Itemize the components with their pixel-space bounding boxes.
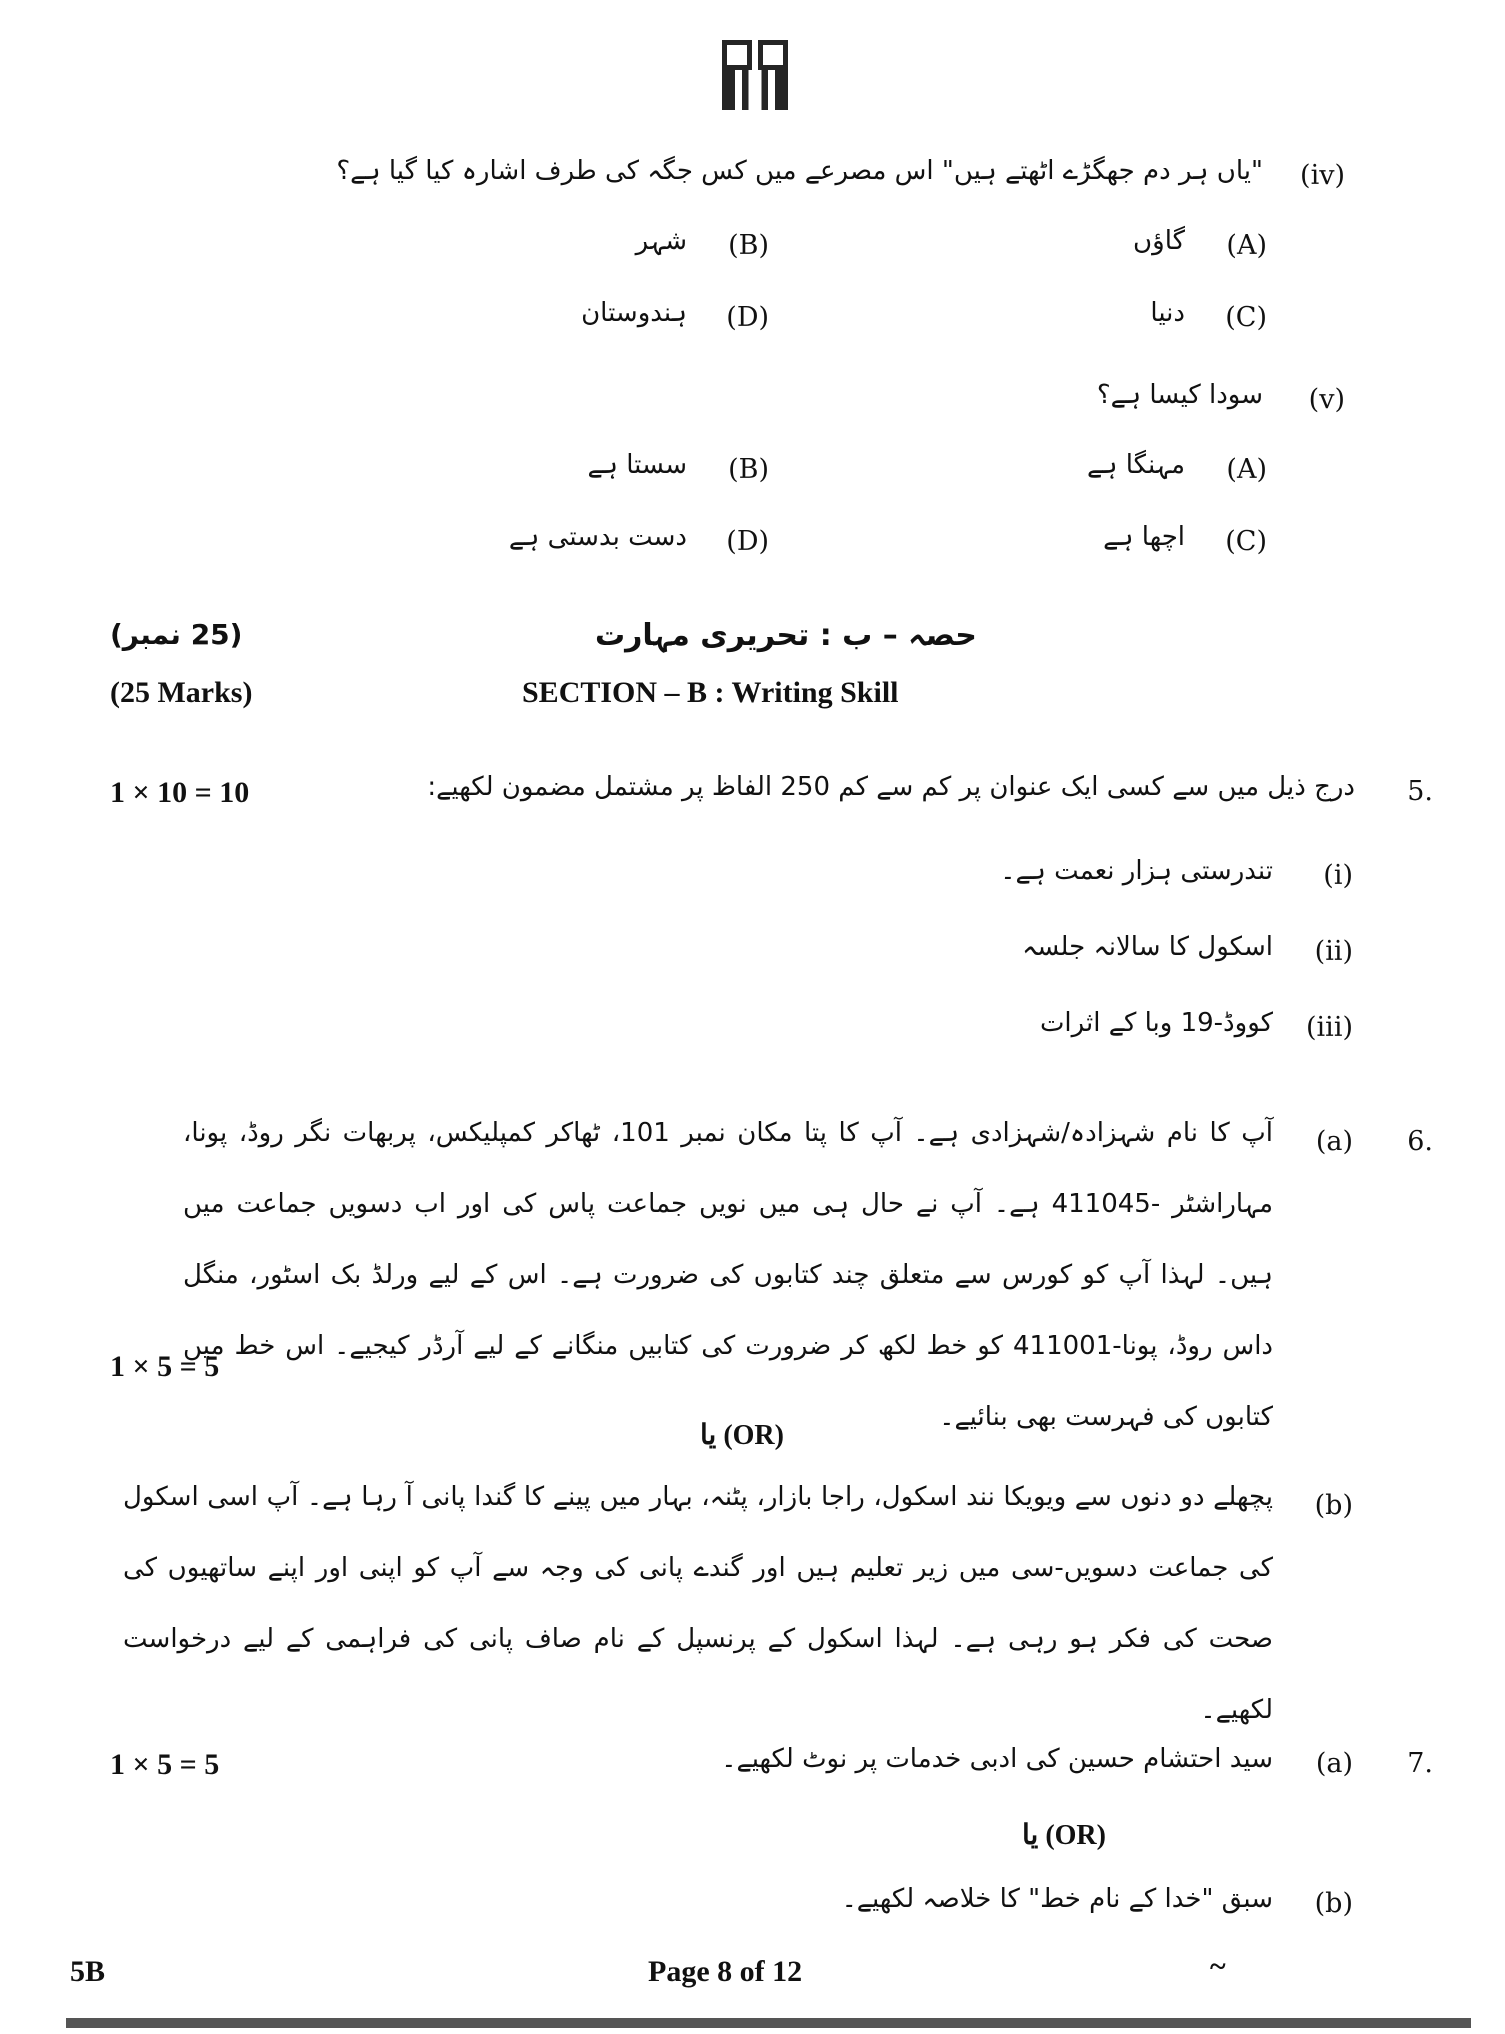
qr-code — [722, 40, 788, 110]
question-6-number: 6. — [1407, 1126, 1433, 1157]
question-6a-label: (a) — [1315, 1126, 1353, 1157]
option-iv-b-label: (B) — [728, 230, 769, 261]
section-b-english-title: SECTION – B : Writing Skill — [522, 676, 899, 709]
section-b-english-marks: (25 Marks) — [110, 676, 253, 709]
footer-mark: ~ — [1210, 1950, 1226, 1983]
option-v-d-label: (D) — [726, 526, 769, 557]
option-v-c-label: (C) — [1225, 526, 1267, 557]
option-v-a-text: مہنگا ہے — [1086, 450, 1185, 480]
question-7a-label: (a) — [1315, 1748, 1353, 1779]
option-iv-a-text: گاؤں — [1133, 226, 1185, 256]
question-5-item-1-text: تندرستی ہزار نعمت ہے۔ — [1000, 856, 1273, 886]
page-number: Page 8 of 12 — [648, 1955, 803, 1988]
bottom-rule — [66, 2018, 1471, 2028]
paper-code: 5B — [70, 1955, 106, 1988]
section-b-urdu-marks: (25 نمبر) — [110, 618, 243, 651]
question-7a-text: سید احتشام حسین کی ادبی خدمات پر نوٹ لکھیے۔ — [721, 1744, 1273, 1774]
option-iv-b-text: شہر — [635, 226, 687, 256]
question-6-marks: 1 × 5 = 5 — [110, 1350, 220, 1383]
question-iv-text: "یاں ہر دم جھگڑے اٹھتے ہیں" اس مصرعے میں کس جگہ کی طرف اشارہ کیا گیا ہے؟ — [336, 156, 1263, 186]
question-5-marks: 1 × 10 = 10 — [110, 776, 250, 809]
option-iv-a-label: (A) — [1226, 230, 1267, 261]
question-5-item-3-text: کووڈ-19 وبا کے اثرات — [1039, 1008, 1273, 1038]
section-b-urdu-title: حصہ – ب : تحریری مہارت — [595, 618, 977, 653]
question-5-number: 5. — [1407, 776, 1433, 807]
option-iv-c-label: (C) — [1225, 302, 1267, 333]
question-5-text: درج ذیل میں سے کسی ایک عنوان پر کم سے کم 250 الفاظ پر مشتمل مضمون لکھیے: — [427, 772, 1355, 802]
question-6-or: یا (OR) — [700, 1420, 784, 1451]
question-7b-text: سبق "خدا کے نام خط" کا خلاصہ لکھیے۔ — [841, 1884, 1273, 1914]
question-6b-label: (b) — [1314, 1490, 1353, 1521]
question-6a-text: آپ کا نام شہزادہ/شہزادی ہے۔ آپ کا پتا مکان نمبر 101، ٹھاکر کمپلیکس، پربھات نگر روڈ، پونا، مہاراشٹر -411045 ہے۔ آپ نے حال ہی میں نویں جماعت پاس کی اور اب دسویں جماعت میں ہیں۔ لہذا آپ کو کورس سے متعلق چند کتابوں کی ضرورت ہے۔ اس کے لیے ورلڈ بک اسٹور، منگل داس روڈ، پونا-411001 کو خط لکھ کر ضرورت کی کتابیں منگانے کے لیے آرڈر کیجیے۔ اس خط میں کتابوں کی فہرست بھی بنائیے۔ — [183, 1118, 1273, 1432]
question-5-item-2-number: (ii) — [1314, 936, 1353, 967]
question-v-text: سودا کیسا ہے؟ — [1096, 380, 1263, 410]
option-iv-d-text: ہندوستان — [581, 298, 687, 328]
question-iv-number: (iv) — [1300, 160, 1345, 191]
option-iv-d-label: (D) — [726, 302, 769, 333]
option-v-a-label: (A) — [1226, 454, 1267, 485]
question-7b-label: (b) — [1314, 1888, 1353, 1919]
question-5-item-3-number: (iii) — [1306, 1012, 1353, 1043]
question-7-marks: 1 × 5 = 5 — [110, 1748, 220, 1781]
question-6b-text: پچھلے دو دنوں سے ویویکا نند اسکول، راجا بازار، پٹنہ، بہار میں پینے کا گندا پانی آ رہا ہے۔ آپ اسی اسکول کی جماعت دسویں-سی میں زیر تعلیم ہیں اور گندے پانی کی وجہ سے آپ کو اپنی اور اپنے ساتھیوں کی صحت کی فکر ہو رہی ہے۔ لہذا اسکول کے پرنسپل کے نام صاف پانی کی فراہمی کے لیے درخواست لکھیے۔ — [123, 1482, 1273, 1725]
option-v-d-text: دست بدستی ہے — [508, 522, 687, 552]
question-v-number: (v) — [1308, 384, 1345, 415]
question-5-item-2-text: اسکول کا سالانہ جلسہ — [1022, 932, 1273, 962]
question-7-or: یا (OR) — [1022, 1820, 1106, 1851]
option-v-c-text: اچھا ہے — [1103, 522, 1185, 552]
option-iv-c-text: دنیا — [1150, 298, 1185, 328]
option-v-b-label: (B) — [728, 454, 769, 485]
question-7-number: 7. — [1407, 1748, 1433, 1779]
option-v-b-text: سستا ہے — [587, 450, 687, 480]
question-5-item-1-number: (i) — [1323, 860, 1353, 891]
